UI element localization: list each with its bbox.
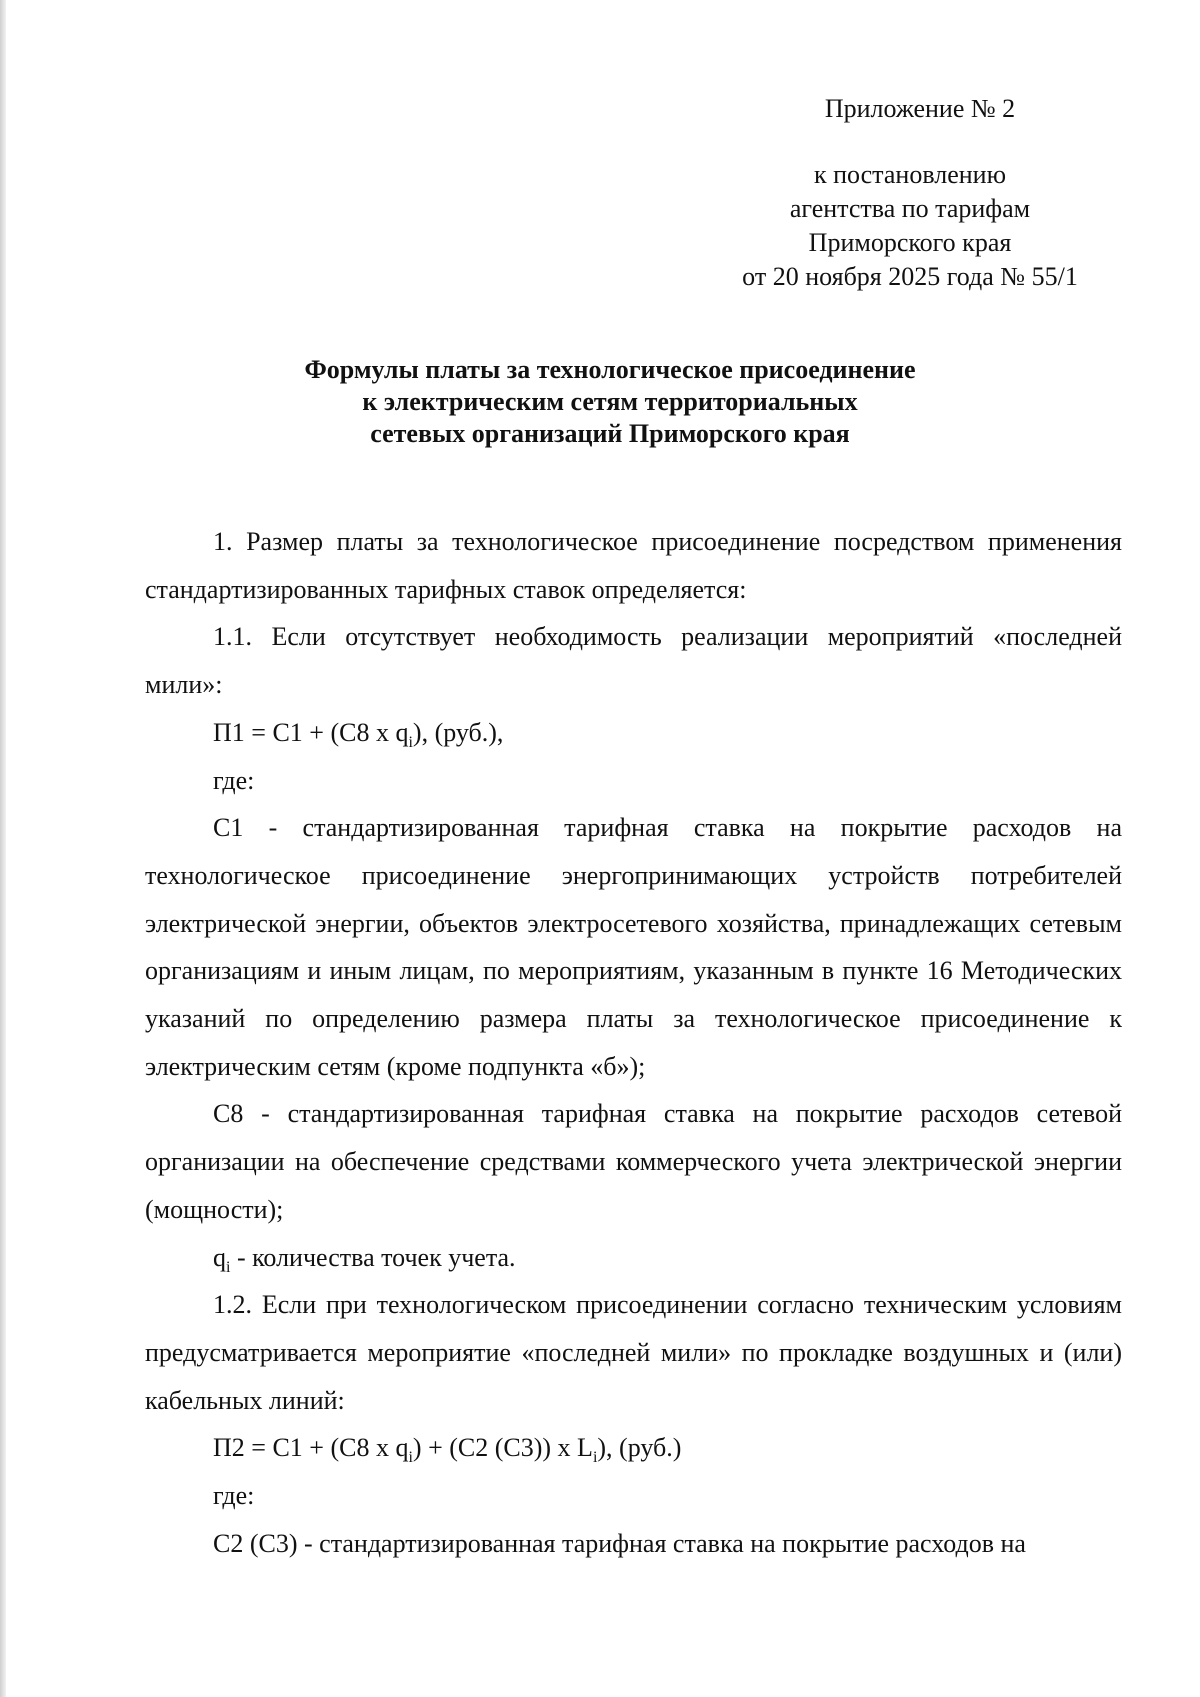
scan-edge xyxy=(0,0,6,1697)
paragraph-1: 1. Размер платы за технологическое присоединение посредством применения стандартизированных тарифных ставок определяется: xyxy=(145,527,1122,604)
appendix-line-2: агентства по тарифам xyxy=(789,194,1031,223)
formula-p2-tail: ), (руб.) xyxy=(597,1433,682,1463)
formula-p2-middle: ) + (С2 (С3)) х L xyxy=(412,1433,593,1463)
qi-symbol: q xyxy=(213,1242,226,1272)
qi-text: - количества точек учета. xyxy=(230,1242,516,1272)
title-line-2: к электрическим сетям территориальных xyxy=(362,387,858,416)
where-label-1: где: xyxy=(213,765,255,795)
document-title xyxy=(140,354,1080,450)
appendix-line-4: от 20 ноября 2025 года № 55/1 xyxy=(742,262,1078,291)
definition-qi xyxy=(145,1234,1122,1282)
formula-p1 xyxy=(145,709,1122,757)
paragraph-1-2: 1.2. Если при технологическом присоединении согласно техническим условиям предусматривается мероприятие «последней мили» по прокладке воздушных и (или) кабельных линий: xyxy=(145,1290,1122,1415)
title-line-3: сетевых организаций Приморского края xyxy=(370,419,850,448)
title-line-1: Формулы платы за технологическое присоединение xyxy=(304,355,916,384)
document-body xyxy=(145,518,1122,1567)
formula-p2-subscript-1: i xyxy=(408,1449,413,1467)
appendix-line-3: Приморского края xyxy=(808,228,1012,257)
appendix-title: Приложение № 2 xyxy=(824,94,1016,123)
formula-p2-subscript-2: i xyxy=(592,1449,598,1467)
qi-subscript: i xyxy=(226,1258,231,1276)
formula-p2 xyxy=(145,1424,1122,1472)
formula-p1-main: П1 = С1 + (С8 х q xyxy=(213,717,409,747)
formula-p1-tail: ), (руб.), xyxy=(412,717,504,747)
appendix-line-1: к постановлению xyxy=(813,160,1007,189)
appendix-reference xyxy=(700,158,1120,294)
definition-c1: С1 - стандартизированная тарифная ставка на покрытие расходов на технологическое присоединение энергопринимающих устройств потребителей электрической энергии, объектов электросетевого хозяйства, принадлежащих сетевым организациям и иным лицам, по мероприятиям, указанным в пункте 16 Методических указаний по определению размера платы за технологическое присоединение к электрическим сетям (кроме подпункта «б»); xyxy=(145,813,1122,1081)
formula-p1-subscript: i xyxy=(408,734,413,751)
formula-p2-main: П2 = С1 + (С8 х q xyxy=(213,1433,409,1463)
where-label-2: где: xyxy=(213,1481,255,1511)
definition-c8: С8 - стандартизированная тарифная ставка на покрытие расходов сетевой организации на обеспечение средствами коммерческого учета электрической энергии (мощности); xyxy=(145,1099,1122,1224)
paragraph-1-1: 1.1. Если отсутствует необходимость реализации мероприятий «последней мили»: xyxy=(145,622,1122,700)
definition-c2-c3: С2 (С3) - стандартизированная тарифная ставка на покрытие расходов на xyxy=(213,1528,1026,1558)
